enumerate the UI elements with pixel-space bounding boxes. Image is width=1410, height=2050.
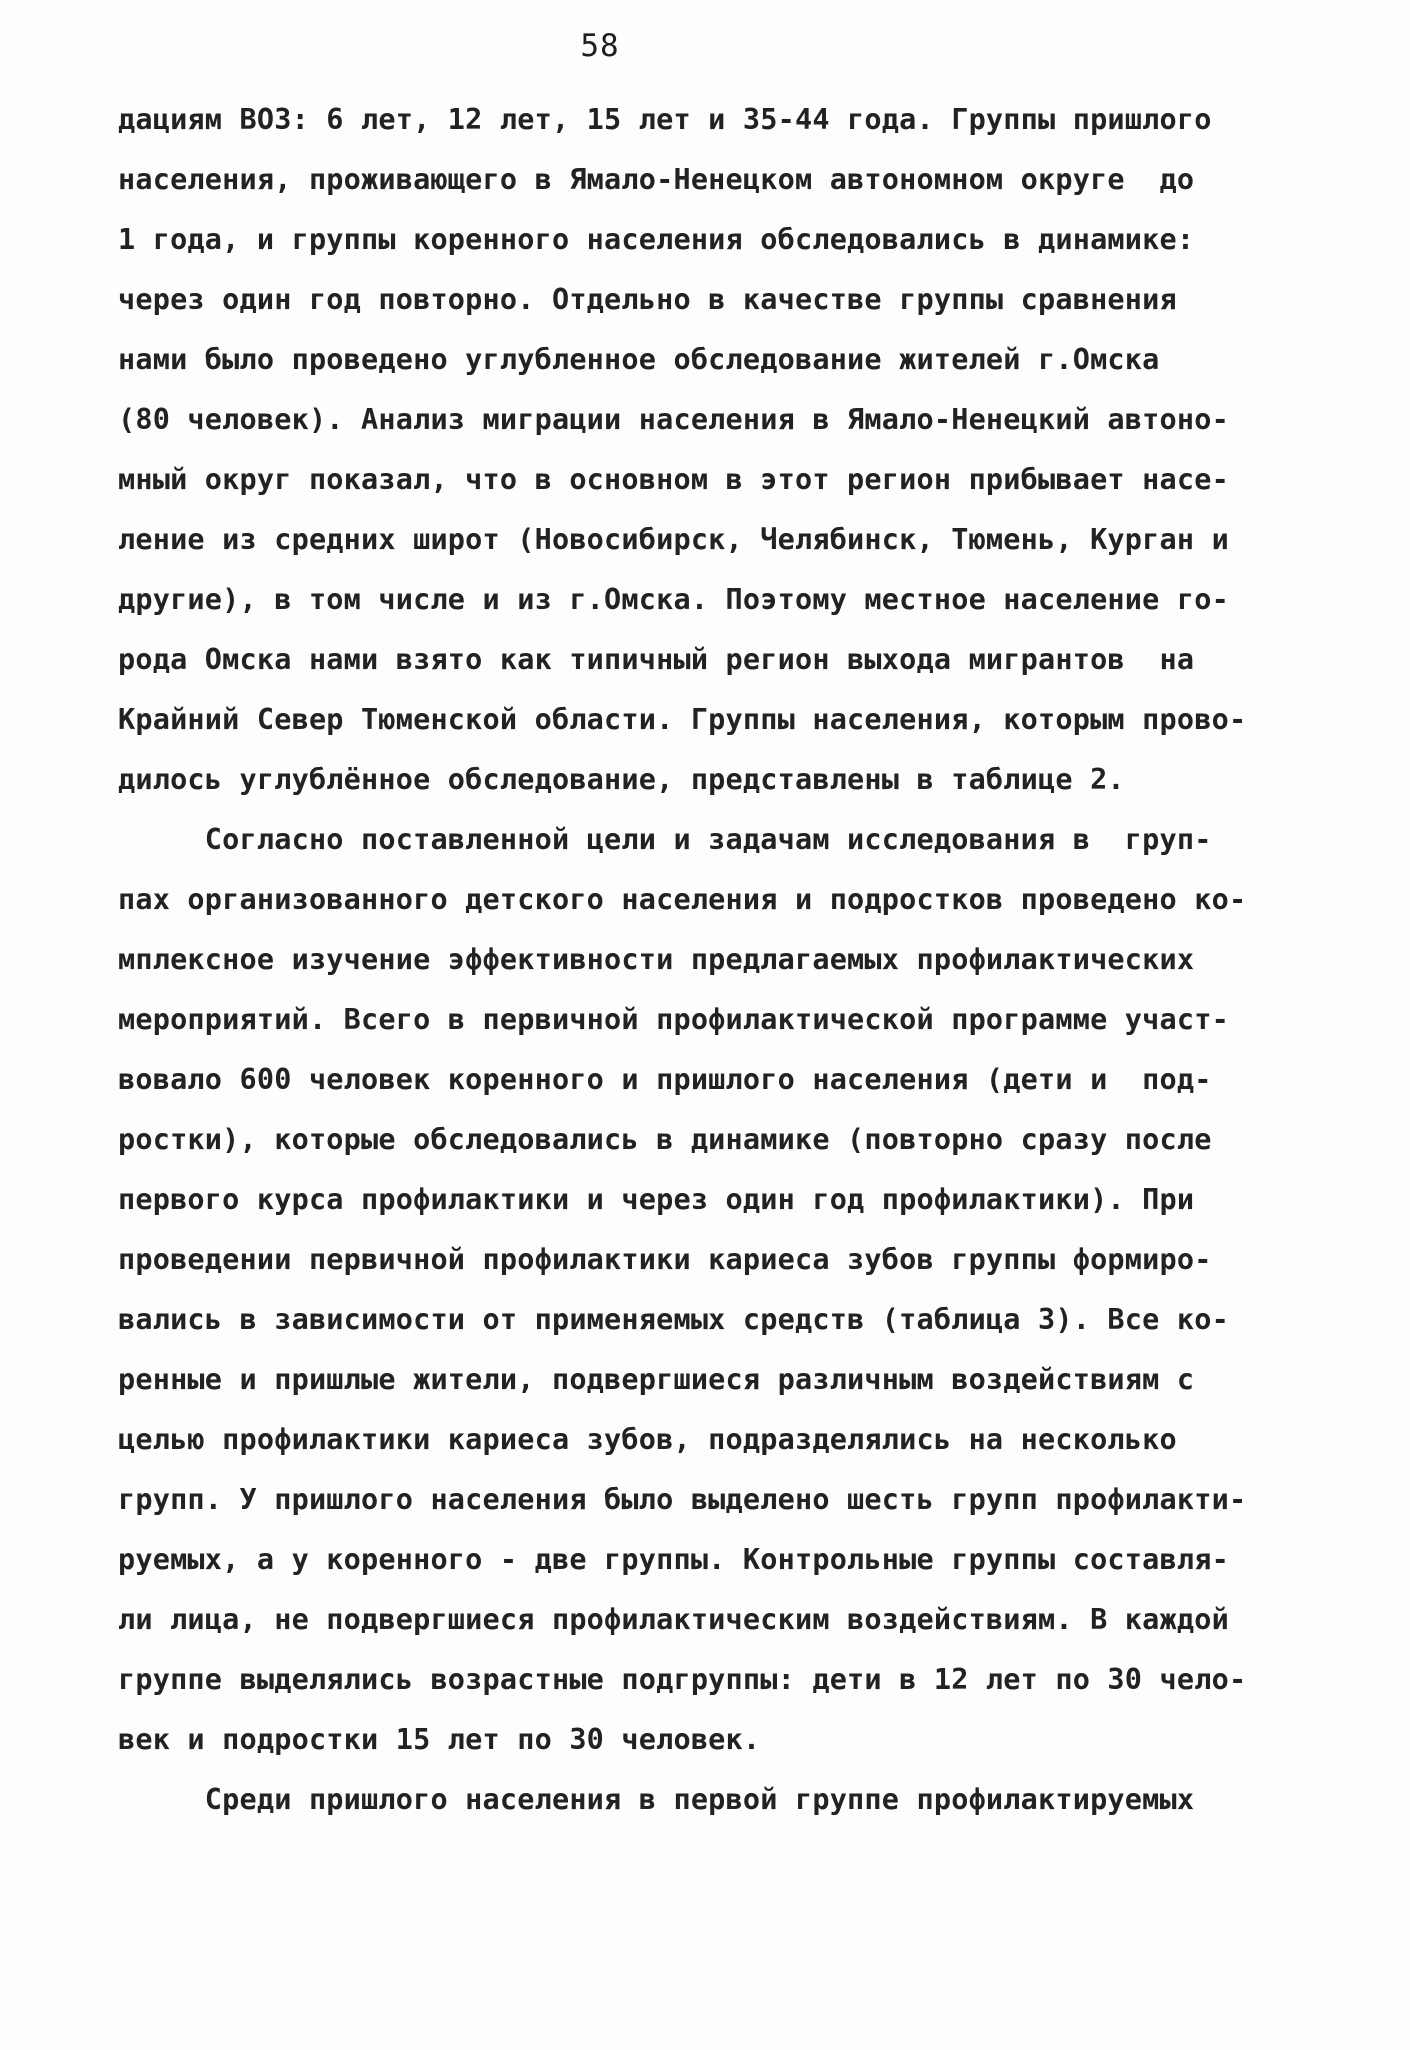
text-line: мплексное изучение эффективности предлагаемых профилактических bbox=[118, 943, 1195, 976]
text-line: группе выделялись возрастные подгруппы: дети в 12 лет по 30 чело- bbox=[118, 1663, 1247, 1696]
body-text bbox=[118, 90, 1278, 1830]
text-line: населения, проживающего в Ямало-Ненецком автономном округе до bbox=[118, 163, 1195, 196]
text-line: ли лица, не подвергшиеся профилактическим воздействиям. В каждой bbox=[118, 1603, 1229, 1636]
text-line: мный округ показал, что в основном в этот регион прибывает насе- bbox=[118, 463, 1229, 496]
text-line: проведении первичной профилактики кариеса зубов группы формиро- bbox=[118, 1243, 1212, 1276]
text-line: дациям ВОЗ: 6 лет, 12 лет, 15 лет и 35-44 года. Группы пришлого bbox=[118, 103, 1212, 136]
text-line: через один год повторно. Отдельно в качестве группы сравнения bbox=[118, 283, 1177, 316]
paragraph-start-line: Согласно поставленной цели и задачам исследования в груп- bbox=[118, 823, 1212, 856]
text-line: пах организованного детского населения и подростков проведено ко- bbox=[118, 883, 1247, 916]
text-line: вались в зависимости от применяемых средств (таблица 3). Все ко- bbox=[118, 1303, 1229, 1336]
text-line: нами было проведено углубленное обследование жителей г.Омска bbox=[118, 343, 1160, 376]
text-line: целью профилактики кариеса зубов, подразделялись на несколько bbox=[118, 1423, 1177, 1456]
text-line: век и подростки 15 лет по 30 человек. bbox=[118, 1723, 761, 1756]
text-line: другие), в том числе и из г.Омска. Поэтому местное население го- bbox=[118, 583, 1229, 616]
text-line: Крайний Север Тюменской области. Группы населения, которым прово- bbox=[118, 703, 1247, 736]
page-number: 58 bbox=[580, 28, 620, 64]
text-line: (80 человек). Анализ миграции населения в Ямало-Ненецкий автоно- bbox=[118, 403, 1229, 436]
text-line: мероприятий. Всего в первичной профилактической программе участ- bbox=[118, 1003, 1229, 1036]
text-line: дилось углублённое обследование, представлены в таблице 2. bbox=[118, 763, 1125, 796]
text-line: ренные и пришлые жители, подвергшиеся различным воздействиям с bbox=[118, 1363, 1195, 1396]
text-line: ление из средних широт (Новосибирск, Челябинск, Тюмень, Курган и bbox=[118, 523, 1229, 556]
text-line: ростки), которые обследовались в динамике (повторно сразу после bbox=[118, 1123, 1212, 1156]
text-line: вовало 600 человек коренного и пришлого населения (дети и под- bbox=[118, 1063, 1212, 1096]
text-line: групп. У пришлого населения было выделено шесть групп профилакти- bbox=[118, 1483, 1247, 1516]
text-line: 1 года, и группы коренного населения обследовались в динамике: bbox=[118, 223, 1195, 256]
text-line: рода Омска нами взято как типичный регион выхода мигрантов на bbox=[118, 643, 1195, 676]
text-line: руемых, а у коренного - две группы. Контрольные группы составля- bbox=[118, 1543, 1229, 1576]
paragraph-start-line: Среди пришлого населения в первой группе профилактируемых bbox=[118, 1783, 1195, 1816]
text-line: первого курса профилактики и через один год профилактики). При bbox=[118, 1183, 1195, 1216]
